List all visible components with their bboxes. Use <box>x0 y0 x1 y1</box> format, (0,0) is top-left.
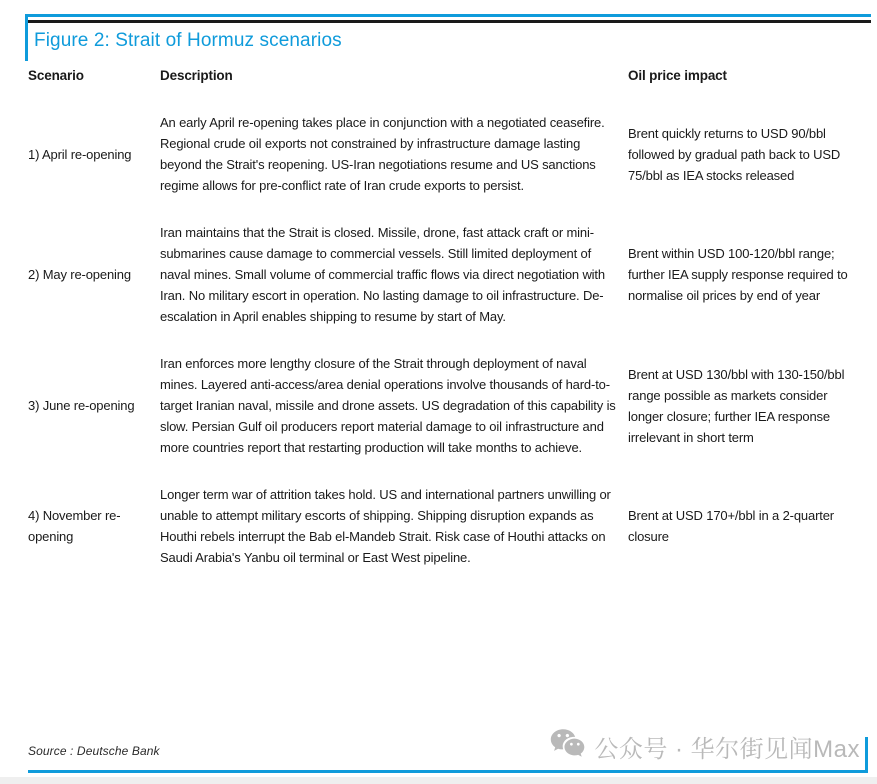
impact-cell: Brent within USD 100-120/bbl range; further IEA supply response required to normalise oil prices by end of year <box>628 246 848 303</box>
description-cell: An early April re-opening takes place in conjunction with a negotiated ceasefire. Regional crude oil exports not constrained by infrastructure damage lasting beyond the Strait's reopening. US-Iran negotiations resume and US sanctions regime allows for pre-conflict rate of Iran crude exports to persist. <box>160 115 605 193</box>
scenario-cell: 3) June re-opening <box>28 398 135 413</box>
description-cell: Iran enforces more lengthy closure of the Strait through deployment of naval mines. Layered anti-access/area denial operations involve thousands of hard-to-target Iranian naval, missile and drone assets. US degradation of this capability is slow. Persian Gulf oil producers report material damage to oil infrastructure and more countries report that restarting production will take months to achieve. <box>160 356 616 455</box>
table-header-row <box>28 64 868 99</box>
watermark <box>550 728 860 764</box>
impact-cell: Brent at USD 170+/bbl in a 2-quarter closure <box>628 508 834 544</box>
figure-header <box>25 14 871 61</box>
table-row <box>28 471 868 581</box>
bottom-gray-strip <box>0 777 877 784</box>
bottom-blue-rule <box>28 770 868 773</box>
figure-title: Figure 2: Strait of Hormuz scenarios <box>34 30 342 51</box>
scenarios-table <box>28 64 868 581</box>
impact-cell: Brent at USD 130/bbl with 130-150/bbl range possible as markets consider longer closure; further IEA response irrelevant in short term <box>628 366 845 445</box>
scenario-cell: 2) May re-opening <box>28 267 131 282</box>
table-row <box>28 209 868 340</box>
table-row <box>28 99 868 209</box>
column-header-description: Description <box>160 68 233 83</box>
column-header-scenario: Scenario <box>28 68 84 83</box>
column-header-oil-price-impact: Oil price impact <box>628 68 727 83</box>
table-row <box>28 340 868 471</box>
impact-cell: Brent quickly returns to USD 90/bbl followed by gradual path back to USD 75/bbl as IEA stocks released <box>628 125 841 183</box>
description-cell: Longer term war of attrition takes hold. US and international partners unwilling or unable to attempt military escorts of shipping. Shipping disruption expands as Houthi rebels interrupt the Bab el-Mandeb Strait. Risk case of Houthi attacks on Saudi Arabia's Yanbu oil terminal or East West pipeline. <box>160 487 611 565</box>
wechat-icon <box>550 728 586 764</box>
source-note: Source : Deutsche Bank <box>28 744 160 758</box>
scenario-cell: 1) April re-opening <box>28 146 132 162</box>
scenario-cell: 4) November re-opening <box>28 508 121 544</box>
bottom-right-blue-riser <box>865 737 868 773</box>
description-cell: Iran maintains that the Strait is closed. Missile, drone, fast attack craft or mini-submarines cause damage to commercial vessels. Still limited deployment of naval mines. Small volume of commercial traffic flows via direct negotiation with Iran. No military escort in operation. No lasting damage to oil infrastructure. De-escalation in April enables shipping to resume by start of May. <box>160 225 605 324</box>
watermark-text: 公众号 · 华尔街见闻Max <box>594 735 860 763</box>
